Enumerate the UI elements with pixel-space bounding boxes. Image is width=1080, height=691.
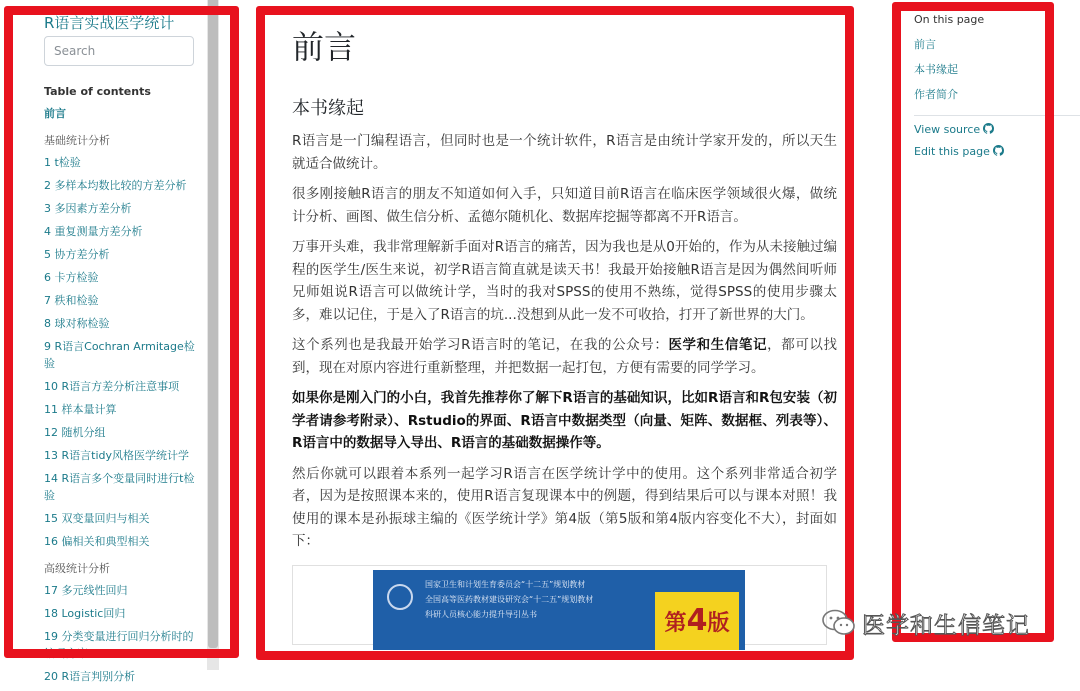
edition-badge-post: 版: [707, 610, 730, 636]
toc-section-advanced: 高级统计分析: [44, 562, 110, 575]
toc-item[interactable]: 17 多元线性回归: [44, 584, 128, 597]
github-icon: [983, 123, 994, 134]
toc-item[interactable]: 13 R语言tidy风格医学统计学: [44, 449, 189, 462]
toc-item[interactable]: 5 协方差分析: [44, 248, 110, 261]
onpage-link-origin[interactable]: 本书缘起: [914, 63, 958, 76]
site-title[interactable]: R语言实战医学统计: [44, 14, 175, 32]
onpage-link-preface[interactable]: 前言: [914, 38, 936, 51]
toc-section-basic: 基础统计分析: [44, 134, 110, 147]
toc-item[interactable]: 3 多因素方差分析: [44, 202, 132, 215]
toc-item[interactable]: 7 秩和检验: [44, 294, 99, 307]
page-title: 前言: [292, 28, 357, 66]
paragraph-bold: [292, 387, 837, 455]
toc-item[interactable]: 8 球对称检验: [44, 317, 110, 330]
cover-line: 科研人员核心能力提升导引丛书: [425, 609, 537, 619]
paragraph-text: 这个系列也是我最开始学习R语言时的笔记，在我的公众号：: [292, 337, 669, 353]
toc-item[interactable]: 16 偏相关和典型相关: [44, 535, 150, 548]
on-this-page-nav: [914, 12, 1074, 160]
paragraph: [292, 334, 837, 379]
on-this-page-heading: On this page: [914, 13, 985, 26]
toc-item[interactable]: 20 R语言判别分析: [44, 670, 136, 683]
edit-page-label: Edit this page: [914, 145, 990, 158]
toc-item[interactable]: 15 双变量回归与相关: [44, 512, 150, 525]
book-cover-figure: [292, 565, 827, 645]
main-content: [292, 18, 837, 670]
toc-item[interactable]: 18 Logistic回归: [44, 607, 126, 620]
section-heading: 本书缘起: [292, 98, 364, 119]
toc-item[interactable]: 6 卡方检验: [44, 271, 99, 284]
toc-heading: Table of contents: [44, 85, 151, 98]
publisher-logo-icon: [387, 584, 413, 610]
paragraph: 然后你就可以跟着本系列一起学习R语言在医学统计学中的使用。这个系列非常适合初学者，因为是按照课本来的，使用R语言复现课本中的例题，得到结果后可以与课本对照！我使用的课本是孙振球主编的《医学统计学》第4版（第5版和第4版内容变化不大），封面如下：: [292, 465, 837, 549]
toc-item[interactable]: 1 t检验: [44, 156, 81, 169]
recommendation-text: 如果你是刚入门的小白，我首先推荐你了解下R语言的基础知识，比如R语言和R包安装（初学者请参考附录）、Rstudio的界面、R语言中数据类型（向量、矩阵、数据框、列表等）、R语言中的数据导入导出、R语言的基础数据操作等。: [292, 390, 837, 451]
toc-item-preface[interactable]: 前言: [44, 107, 66, 120]
toc-item[interactable]: 11 样本量计算: [44, 403, 117, 416]
cover-line: 国家卫生和计划生育委员会“十二五”规划教材: [425, 579, 586, 589]
edition-badge: [655, 592, 739, 650]
edition-badge-pre: 第: [664, 610, 687, 636]
divider: [914, 115, 1080, 116]
paragraph: 很多刚接触R语言的朋友不知道如何入手，只知道目前R语言在临床医学领域很火爆，做统计分析、画图、做生信分析、孟德尔随机化、数据库挖掘等都离不开R语言。: [292, 186, 837, 225]
paragraph: R语言是一门编程语言，但同时也是一个统计软件，R语言是由统计学家开发的，所以天生就适合做统计。: [292, 133, 837, 172]
search-input[interactable]: [44, 36, 194, 66]
watermark-text: 医学和生信笔记: [862, 612, 1030, 639]
github-icon: [993, 145, 1004, 156]
public-account-name: 医学和生信笔记: [668, 337, 768, 353]
watermark: [822, 606, 1030, 640]
wechat-icon: [822, 609, 856, 637]
paragraph: 万事开头难，我非常理解新手面对R语言的痛苦，因为我也是从0开始的，作为从未接触过编程的医学生/医生来说，初学R语言简直就是读天书！我最开始接触R语言是因为偶然间听师兄师姐说R语言可以做统计学，当时的我对SPSS的使用不熟练，觉得SPSS的使用步骤太多，难以记住，于是入了R语言的坑...没想到从此一发不可收拾，打开了新世界的大门。: [292, 239, 837, 323]
view-source-link[interactable]: [914, 122, 1074, 138]
toc-item[interactable]: 12 随机分组: [44, 426, 106, 439]
onpage-link-author[interactable]: 作者简介: [914, 88, 958, 101]
toc-item[interactable]: 2 多样本均数比较的方差分析: [44, 179, 187, 192]
table-of-contents: [44, 82, 204, 691]
cover-line: 全国高等医药教材建设研究会“十二五”规划教材: [425, 594, 594, 604]
sidebar-scrollbar-thumb[interactable]: [208, 0, 218, 648]
toc-item[interactable]: 14 R语言多个变量同时进行t检验: [44, 472, 195, 502]
edit-page-link[interactable]: [914, 144, 1074, 160]
edition-badge-num: 4: [686, 602, 708, 638]
book-cover-image: [373, 570, 745, 650]
view-source-label: View source: [914, 123, 981, 136]
toc-item[interactable]: 4 重复测量方差分析: [44, 225, 143, 238]
toc-item[interactable]: 10 R语言方差分析注意事项: [44, 380, 180, 393]
left-sidebar: [0, 0, 207, 683]
toc-item[interactable]: 9 R语言Cochran Armitage检验: [44, 340, 195, 370]
paragraph-text: ，都可以找到，现在对原内容进行重新整理，并把数据一起打包，方便有需要的同学学习。: [292, 337, 838, 376]
toc-item[interactable]: 19 分类变量进行回归分析时的编码方案: [44, 630, 194, 660]
